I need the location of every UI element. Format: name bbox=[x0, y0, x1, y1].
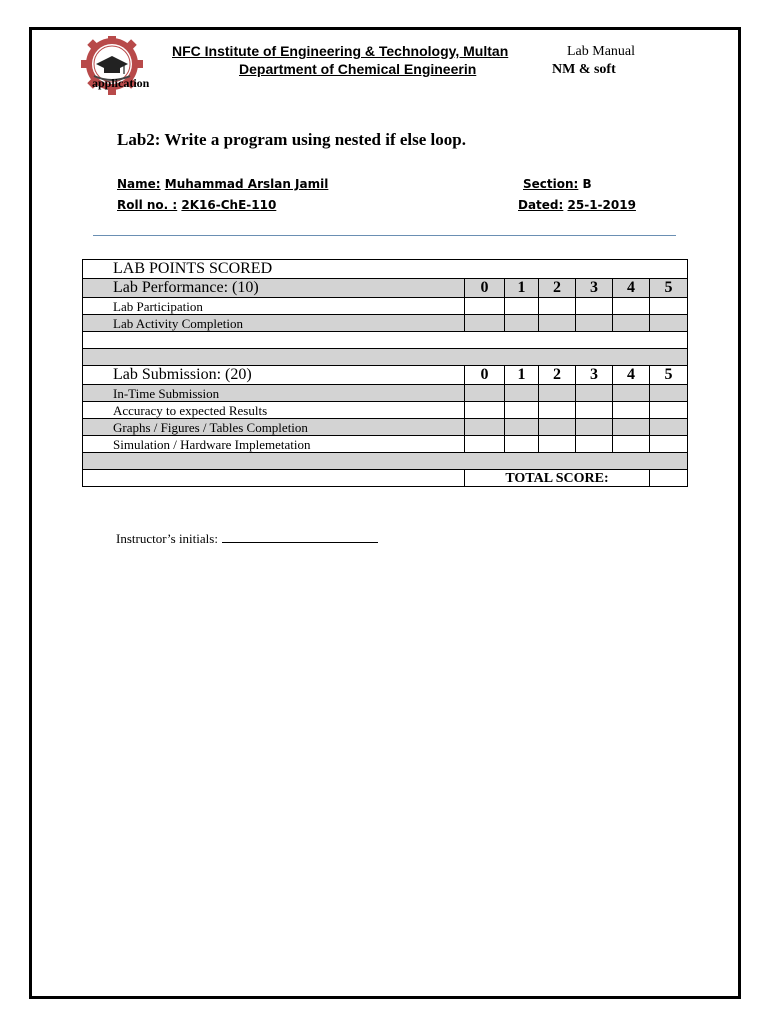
instructor-initials bbox=[116, 531, 378, 547]
score-cell[interactable] bbox=[505, 298, 539, 315]
roll-value: 2K16-ChE-110 bbox=[181, 198, 277, 212]
score-cell[interactable] bbox=[465, 419, 505, 436]
page-border bbox=[29, 27, 741, 999]
table-title: LAB POINTS SCORED bbox=[83, 260, 688, 279]
scale-5: 5 bbox=[650, 366, 688, 385]
score-cell[interactable] bbox=[650, 436, 688, 453]
table-row bbox=[83, 436, 688, 453]
score-cell[interactable] bbox=[650, 419, 688, 436]
score-cell[interactable] bbox=[650, 315, 688, 332]
section-value: B bbox=[582, 177, 592, 191]
scale-3: 3 bbox=[576, 366, 613, 385]
instructor-label: Instructor’s initials: bbox=[116, 531, 218, 546]
score-cell[interactable] bbox=[465, 402, 505, 419]
score-cell[interactable] bbox=[576, 402, 613, 419]
dated-info bbox=[518, 198, 636, 212]
score-cell[interactable] bbox=[576, 298, 613, 315]
divider-line bbox=[93, 235, 676, 236]
score-cell[interactable] bbox=[505, 402, 539, 419]
score-cell[interactable] bbox=[505, 385, 539, 402]
roll-info bbox=[117, 198, 276, 212]
scale-5: 5 bbox=[650, 279, 688, 298]
score-cell[interactable] bbox=[465, 385, 505, 402]
course-label: NM & soft bbox=[552, 62, 616, 77]
name-value: Muhammad Arslan Jamil bbox=[164, 177, 329, 191]
dated-label: Dated: bbox=[518, 198, 564, 212]
scale-2: 2 bbox=[539, 279, 576, 298]
score-cell[interactable] bbox=[613, 298, 650, 315]
score-cell[interactable] bbox=[505, 315, 539, 332]
blank-row bbox=[83, 332, 688, 349]
score-cell[interactable] bbox=[505, 436, 539, 453]
score-cell[interactable] bbox=[539, 402, 576, 419]
total-score-label: TOTAL SCORE: bbox=[465, 470, 650, 487]
row-label: Lab Participation bbox=[83, 298, 465, 315]
score-cell[interactable] bbox=[465, 315, 505, 332]
score-cell[interactable] bbox=[576, 419, 613, 436]
row-label: Graphs / Figures / Tables Completion bbox=[83, 419, 465, 436]
scale-3: 3 bbox=[576, 279, 613, 298]
submission-heading: Lab Submission: (20) bbox=[83, 366, 465, 385]
table-row bbox=[83, 315, 688, 332]
dated-value: 25-1-2019 bbox=[567, 198, 636, 212]
score-cell[interactable] bbox=[576, 436, 613, 453]
department-name: Department of Chemical Engineerin bbox=[239, 61, 477, 77]
row-label: Simulation / Hardware Implemetation bbox=[83, 436, 465, 453]
row-label: In-Time Submission bbox=[83, 385, 465, 402]
scale-0: 0 bbox=[465, 366, 505, 385]
score-cell[interactable] bbox=[613, 436, 650, 453]
blank-row bbox=[83, 453, 688, 470]
table-row bbox=[83, 402, 688, 419]
scale-2: 2 bbox=[539, 366, 576, 385]
score-cell[interactable] bbox=[539, 315, 576, 332]
logo-caption: application bbox=[92, 76, 150, 90]
score-cell[interactable] bbox=[650, 298, 688, 315]
score-cell[interactable] bbox=[505, 419, 539, 436]
performance-heading: Lab Performance: (10) bbox=[83, 279, 465, 298]
total-score-cell[interactable] bbox=[650, 470, 688, 487]
scale-0: 0 bbox=[465, 279, 505, 298]
student-name bbox=[117, 177, 328, 191]
lab-title: Lab2: Write a program using nested if else loop. bbox=[117, 130, 466, 149]
score-table bbox=[82, 259, 688, 487]
name-label: Name: bbox=[117, 177, 161, 191]
institute-name: NFC Institute of Engineering & Technology, Multan bbox=[172, 43, 509, 59]
score-cell[interactable] bbox=[465, 298, 505, 315]
score-cell[interactable] bbox=[576, 315, 613, 332]
scale-4: 4 bbox=[613, 279, 650, 298]
score-cell[interactable] bbox=[613, 419, 650, 436]
roll-label: Roll no. : bbox=[117, 198, 178, 212]
score-cell[interactable] bbox=[539, 436, 576, 453]
score-cell[interactable] bbox=[539, 298, 576, 315]
table-row bbox=[83, 419, 688, 436]
blank-row bbox=[83, 349, 688, 366]
row-label: Lab Activity Completion bbox=[83, 315, 465, 332]
score-cell[interactable] bbox=[650, 385, 688, 402]
scale-4: 4 bbox=[613, 366, 650, 385]
total-spacer bbox=[83, 470, 465, 487]
manual-label: Lab Manual bbox=[567, 44, 636, 59]
score-cell[interactable] bbox=[613, 402, 650, 419]
score-cell[interactable] bbox=[576, 385, 613, 402]
score-cell[interactable] bbox=[539, 419, 576, 436]
section-info bbox=[523, 177, 592, 191]
score-cell[interactable] bbox=[650, 402, 688, 419]
score-cell[interactable] bbox=[465, 436, 505, 453]
scale-1: 1 bbox=[505, 366, 539, 385]
table-row bbox=[83, 298, 688, 315]
initials-signature-line[interactable] bbox=[222, 532, 378, 543]
table-row bbox=[83, 385, 688, 402]
score-cell[interactable] bbox=[613, 385, 650, 402]
score-cell[interactable] bbox=[613, 315, 650, 332]
section-label: Section: bbox=[523, 177, 579, 191]
score-cell[interactable] bbox=[539, 385, 576, 402]
scale-1: 1 bbox=[505, 279, 539, 298]
row-label: Accuracy to expected Results bbox=[83, 402, 465, 419]
